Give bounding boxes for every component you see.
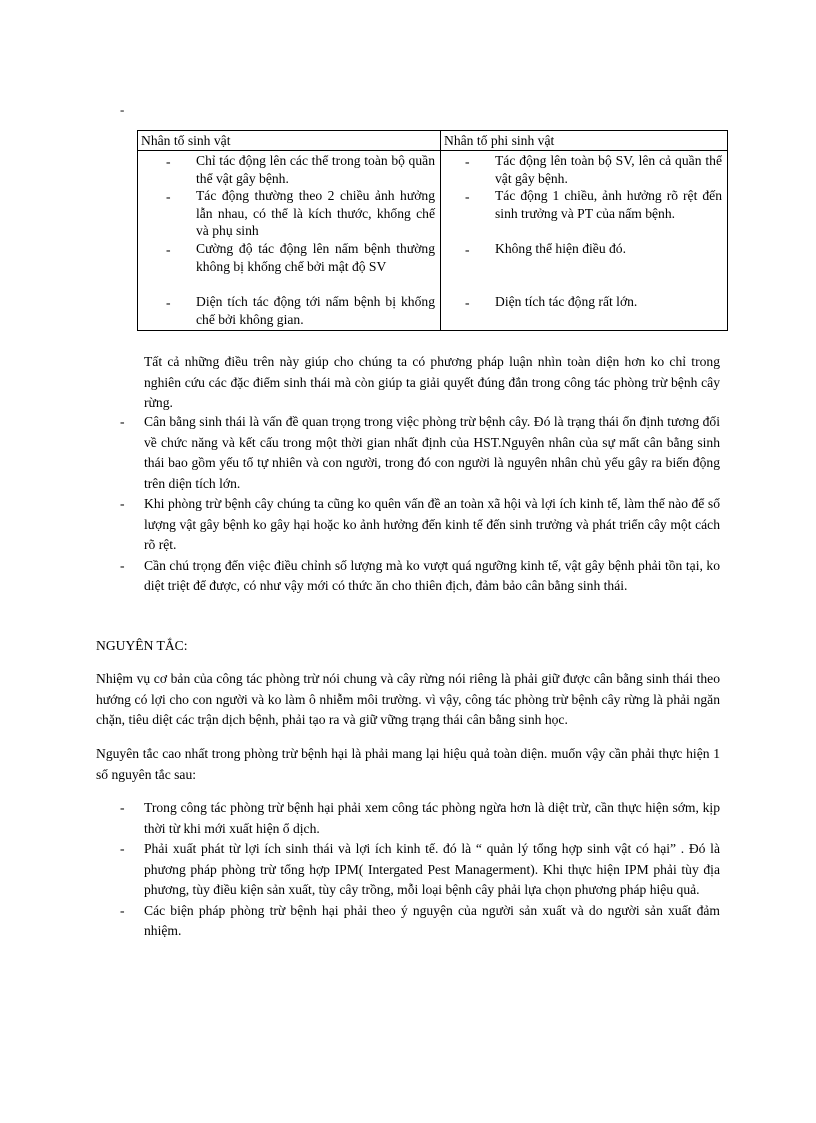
principles-list-1: [120, 412, 720, 597]
biotic-item: [142, 187, 435, 240]
bullet-dash: -: [120, 496, 125, 511]
list-item-text: Cân bằng sinh thái là vấn đề quan trọng trong việc phòng trừ bệnh cây. Đó là trạng thái ổn định tương đối về chức năng và kết cấu trong một thời gian nhất định của HST.Nguyên nhân của sự mất cân bằng sinh thái bao gồm yếu tố tự nhiên và con người, trong đó con người là nguyên nhân chủ yếu gây ra biến động trên diện tích lớn.: [144, 414, 720, 491]
list-item-text: Cần chú trọng đến việc điều chỉnh số lượng mà ko vượt quá ngưỡng kinh tế, vật gây bệnh phải tồn tại, ko diệt triệt để được, có như vậy mới có thức ăn cho thiên địch, đảm bảo cân bằng sinh thái.: [144, 557, 720, 593]
comparison-table: [137, 130, 728, 331]
abiotic-item: [445, 293, 722, 328]
header-abiotic: Nhân tố phi sinh vật: [441, 131, 728, 151]
abiotic-item: [445, 187, 722, 240]
bullet-dash: -: [465, 242, 470, 257]
bullet-dash: -: [166, 295, 171, 310]
paragraph-principle: Nguyên tắc cao nhất trong phòng trừ bệnh hại là phải mang lại hiệu quả toàn diện. muốn vậy cần phải thực hiện 1 số nguyên tắc sau:: [96, 746, 720, 782]
intro-paragraph: Tất cả những điều trên này giúp cho chúng ta có phương pháp luận nhìn toàn diện hơn ko chỉ trong nghiên cứu các đặc điểm sinh thái mà còn giúp ta giải quyết đúng đắn trong công tác phòng trừ bệnh cây rừng.: [144, 354, 720, 410]
table-body-row: [138, 151, 728, 331]
abiotic-item: [445, 240, 722, 293]
list-item-text: Trong công tác phòng trừ bệnh hại phải xem công tác phòng ngừa hơn là diệt trừ, cần thực hiện sớm, kịp thời từ khi mới xuất hiện ổ dịch.: [144, 800, 720, 836]
principles-list-2: [120, 798, 720, 942]
bullet-dash: -: [166, 242, 171, 257]
abiotic-cell: [441, 151, 728, 331]
biotic-item-text: Diện tích tác động tới nấm bệnh bị khống chế bởi không gian.: [196, 294, 435, 327]
list-item: [120, 412, 720, 494]
bullet-dash: -: [465, 189, 470, 204]
biotic-item: [142, 152, 435, 187]
bullet-dash: -: [120, 414, 125, 429]
list-item-text: Phải xuất phát từ lợi ích sinh thái và lợi ích kinh tế. đó là “ quản lý tổng hợp sinh vật có hại” . Đó là phương pháp phòng trừ tổng hợp IPM( Intergated Pest Managerment). Khi thực hiện IPM phải tùy địa phương, tùy điều kiện sản xuất, tùy cây trồng, mỗi loại bệnh cây phải lựa chọn phương pháp hiệu quả.: [144, 841, 720, 897]
list-item: [120, 494, 720, 556]
paragraph-duty: Nhiệm vụ cơ bản của công tác phòng trừ nói chung và cây rừng nói riêng là phải giữ được cân bằng sinh thái theo hướng có lợi cho con người và ko làm ô nhiễm môi trường. vì vậy, công tác phòng trừ bệnh cây rừng là phải ngăn chặn, tiêu diệt các trận dịch bệnh, phải tạo ra và giữ vững trạng thái cân bằng sinh học.: [96, 671, 720, 727]
stray-dash: -: [120, 102, 125, 117]
biotic-item-text: Cường độ tác động lên nấm bệnh thường không bị khống chế bởi mật độ SV: [196, 241, 435, 274]
biotic-item: [142, 240, 435, 293]
biotic-cell: [138, 151, 441, 331]
bullet-dash: -: [120, 800, 125, 815]
list-item-text: Các biện pháp phòng trừ bệnh hại phải theo ý nguyện của người sản xuất và do người sản xuất đảm nhiệm.: [144, 902, 720, 938]
abiotic-item-text: Tác động lên toàn bộ SV, lên cả quần thể vật gây bệnh.: [495, 153, 722, 186]
section-heading: NGUYÊN TẮC:: [96, 638, 188, 653]
header-biotic: Nhân tố sinh vật: [138, 131, 441, 151]
biotic-item-text: Chỉ tác động lên các thể trong toàn bộ quần thể vật gây bệnh.: [196, 153, 435, 186]
list-item: [120, 556, 720, 597]
bullet-dash: -: [465, 154, 470, 169]
list-item: [120, 798, 720, 839]
bullet-dash: -: [166, 189, 171, 204]
bullet-dash: -: [465, 295, 470, 310]
list-item: [120, 901, 720, 942]
bullet-dash: -: [120, 557, 125, 573]
list-item: [120, 839, 720, 901]
bullet-dash: -: [120, 841, 125, 856]
abiotic-item-text: Không thể hiện điều đó.: [495, 241, 627, 256]
biotic-item: [142, 293, 435, 328]
bullet-dash: -: [120, 902, 125, 918]
bullet-dash: -: [166, 154, 171, 169]
abiotic-item-text: Diện tích tác động rất lớn.: [495, 294, 638, 309]
abiotic-item-text: Tác động 1 chiều, ảnh hưởng rõ rệt đến sinh trưởng và PT của nấm bệnh.: [495, 188, 722, 221]
table-header-row: [138, 131, 728, 151]
abiotic-item: [445, 152, 722, 187]
biotic-item-text: Tác động thường theo 2 chiều ảnh hưởng lẫn nhau, có thể là kích thước, khống chế và phụ sinh: [196, 188, 435, 238]
list-item-text: Khi phòng trừ bệnh cây chúng ta cũng ko quên vấn đề an toàn xã hội và lợi ích kinh tế, làm thế nào để số lượng vật gây bệnh ko gây hại hoặc ko ảnh hưởng đến kinh tế đến sinh trưởng và phát triển cây một cách rõ rệt.: [144, 496, 720, 552]
